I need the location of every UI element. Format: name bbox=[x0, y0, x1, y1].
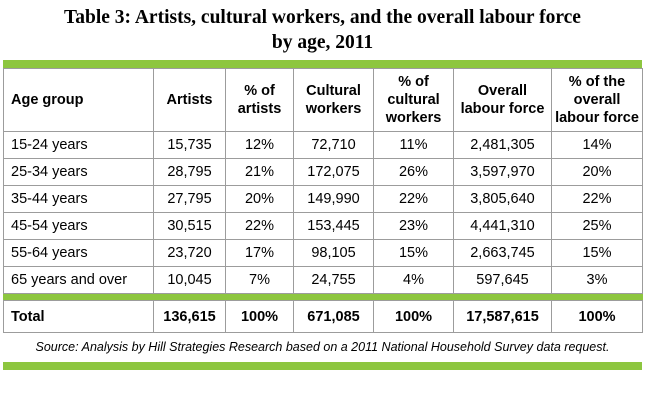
header-pct-overall-labour-force: % of the overall labour force bbox=[552, 69, 643, 132]
header-cultural-workers: Cultural workers bbox=[294, 69, 374, 132]
cell-age-group: 25-34 years bbox=[4, 159, 154, 186]
title-line-2: by age, 2011 bbox=[271, 32, 374, 53]
table-container bbox=[3, 4, 642, 370]
source-note: Source: Analysis by Hill Strategies Research based on a 2011 National Household Survey data request. bbox=[35, 340, 610, 354]
cell-pct-overall-labour-force: 3% bbox=[552, 267, 643, 294]
cell-overall-labour-force: 597,645 bbox=[454, 267, 552, 294]
cell-overall-labour-force: 3,805,640 bbox=[454, 186, 552, 213]
cell-pct-cultural-workers: 26% bbox=[374, 159, 454, 186]
cell-artists: 28,795 bbox=[154, 159, 226, 186]
cell-pct-artists: 17% bbox=[226, 240, 294, 267]
table-row bbox=[4, 186, 643, 213]
cell-age-group: 15-24 years bbox=[4, 132, 154, 159]
cell-overall-labour-force: 2,481,305 bbox=[454, 132, 552, 159]
total-cultural-workers: 671,085 bbox=[294, 301, 374, 333]
total-pct-cultural-workers: 100% bbox=[374, 301, 454, 333]
cell-pct-overall-labour-force: 25% bbox=[552, 213, 643, 240]
cell-cultural-workers: 98,105 bbox=[294, 240, 374, 267]
cell-artists: 27,795 bbox=[154, 186, 226, 213]
total-row bbox=[4, 301, 643, 333]
table-row bbox=[4, 267, 643, 294]
top-green-bar bbox=[3, 60, 642, 68]
cell-pct-cultural-workers: 23% bbox=[374, 213, 454, 240]
cell-cultural-workers: 172,075 bbox=[294, 159, 374, 186]
cell-pct-artists: 12% bbox=[226, 132, 294, 159]
bottom-green-bar bbox=[3, 362, 642, 370]
total-artists: 136,615 bbox=[154, 301, 226, 333]
cell-pct-artists: 21% bbox=[226, 159, 294, 186]
total-label: Total bbox=[4, 301, 154, 333]
cell-age-group: 55-64 years bbox=[4, 240, 154, 267]
header-pct-cultural-workers: % of cultural workers bbox=[374, 69, 454, 132]
header-artists: Artists bbox=[154, 69, 226, 132]
header-age-group: Age group bbox=[4, 69, 154, 132]
table-row bbox=[4, 213, 643, 240]
cell-pct-artists: 22% bbox=[226, 213, 294, 240]
table-row bbox=[4, 132, 643, 159]
cell-overall-labour-force: 3,597,970 bbox=[454, 159, 552, 186]
cell-age-group: 35-44 years bbox=[4, 186, 154, 213]
cell-cultural-workers: 149,990 bbox=[294, 186, 374, 213]
cell-pct-overall-labour-force: 14% bbox=[552, 132, 643, 159]
cell-pct-cultural-workers: 4% bbox=[374, 267, 454, 294]
cell-pct-artists: 20% bbox=[226, 186, 294, 213]
cell-pct-cultural-workers: 15% bbox=[374, 240, 454, 267]
cell-cultural-workers: 72,710 bbox=[294, 132, 374, 159]
cell-pct-overall-labour-force: 22% bbox=[552, 186, 643, 213]
table-row bbox=[4, 159, 643, 186]
cell-overall-labour-force: 2,663,745 bbox=[454, 240, 552, 267]
cell-cultural-workers: 24,755 bbox=[294, 267, 374, 294]
header-row bbox=[4, 69, 643, 132]
table-row bbox=[4, 240, 643, 267]
table-title bbox=[3, 4, 642, 60]
cell-pct-cultural-workers: 11% bbox=[374, 132, 454, 159]
cell-pct-artists: 7% bbox=[226, 267, 294, 294]
header-pct-artists: % of artists bbox=[226, 69, 294, 132]
cell-cultural-workers: 153,445 bbox=[294, 213, 374, 240]
cell-age-group: 45-54 years bbox=[4, 213, 154, 240]
data-table bbox=[3, 68, 643, 333]
total-overall-labour-force: 17,587,615 bbox=[454, 301, 552, 333]
header-overall-labour-force: Overall labour force bbox=[454, 69, 552, 132]
total-pct-artists: 100% bbox=[226, 301, 294, 333]
cell-age-group: 65 years and over bbox=[4, 267, 154, 294]
green-separator bbox=[4, 294, 643, 301]
cell-pct-overall-labour-force: 20% bbox=[552, 159, 643, 186]
title-line-1: Table 3: Artists, cultural workers, and the overall labour force bbox=[64, 7, 581, 28]
cell-pct-overall-labour-force: 15% bbox=[552, 240, 643, 267]
green-separator-row bbox=[4, 294, 643, 301]
cell-overall-labour-force: 4,441,310 bbox=[454, 213, 552, 240]
total-pct-overall-labour-force: 100% bbox=[552, 301, 643, 333]
cell-artists: 10,045 bbox=[154, 267, 226, 294]
cell-artists: 30,515 bbox=[154, 213, 226, 240]
cell-pct-cultural-workers: 22% bbox=[374, 186, 454, 213]
cell-artists: 23,720 bbox=[154, 240, 226, 267]
cell-artists: 15,735 bbox=[154, 132, 226, 159]
